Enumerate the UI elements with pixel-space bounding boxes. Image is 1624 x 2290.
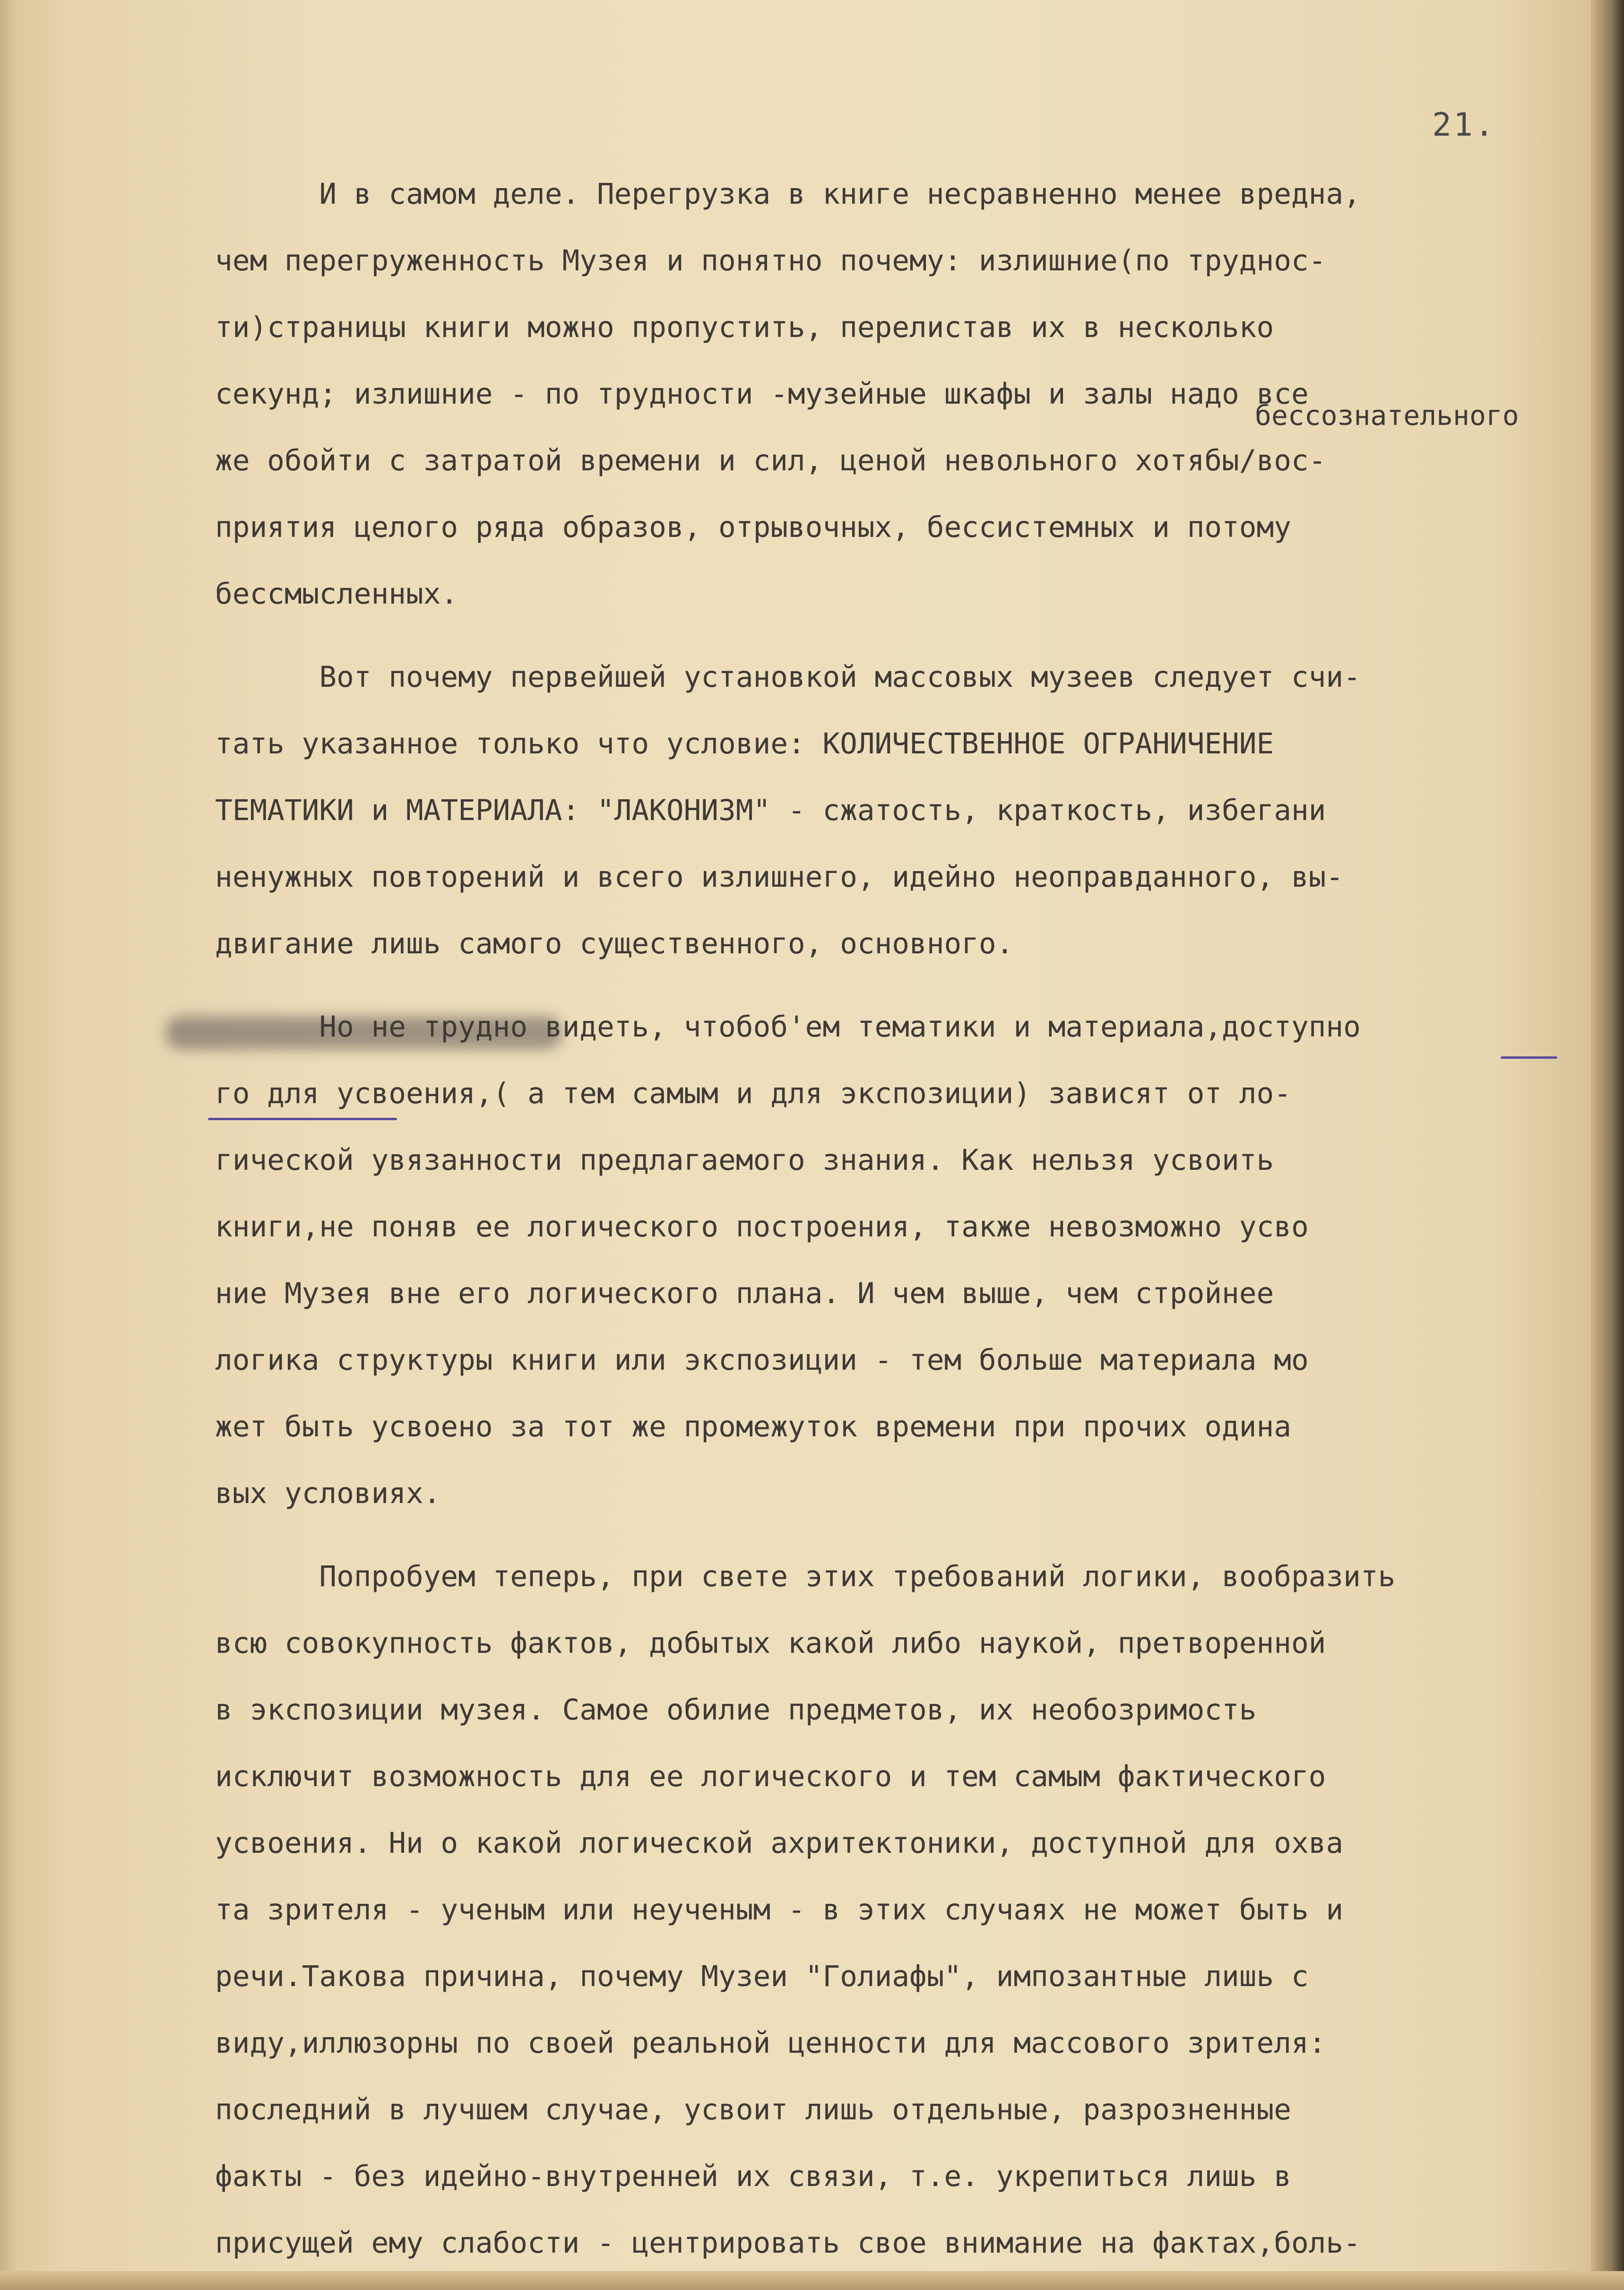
text-line: книги,не поняв ее логического построения, также невозможно усво: [215, 1210, 1309, 1244]
paragraph-gap: [215, 1527, 1586, 1543]
text-line: ние Музея вне его логического плана. И чем выше, чем стройнее: [215, 1277, 1274, 1310]
text-line: речи.Такова причина, почему Музеи "Голиафы", импозантные лишь с: [215, 1960, 1309, 1993]
text-line: последний в лучшем случае, усвоит лишь отдельные, разрозненные: [215, 2093, 1291, 2126]
page-left-edge: [0, 0, 19, 2290]
typewritten-body: [215, 161, 1586, 2276]
text-line: ТЕМАТИКИ и МАТЕРИАЛА: "ЛАКОНИЗМ" - сжатость, краткость, избегани: [215, 794, 1326, 827]
text-line: двигание лишь самого существенного, основного.: [215, 927, 1014, 960]
text-line: в экспозиции музея. Самое обилие предметов, их необозримость: [215, 1693, 1257, 1727]
text-line: Попробуем теперь, при свете этих требований логики, вообразить: [215, 1560, 1396, 1593]
text-line: же обойти с затратой времени и сил, ценой невольного хотябы/вос-: [215, 444, 1326, 477]
text-line: ненужных повторений и всего излишнего, идейно неоправданного, вы-: [215, 860, 1344, 894]
text-line: та зрителя - ученым или неученым - в этих случаях не может быть и: [215, 1893, 1344, 1927]
text-line: тать указанное только что условие: КОЛИЧЕСТВЕННОЕ ОГРАНИЧЕНИЕ: [215, 727, 1274, 760]
text-line: И в самом деле. Перегрузка в книге несравненно менее вредна,: [215, 177, 1361, 211]
text-line: Но не трудно видеть, чтобоб'ем тематики и материала,доступно: [215, 1010, 1361, 1044]
text-line: го для усвоения,( а тем самым и для экспозиции) зависят от ло-: [215, 1077, 1291, 1110]
text-line: вых условиях.: [215, 1477, 441, 1510]
text-line: бессмысленных.: [215, 577, 458, 611]
text-line: жет быть усвоено за тот же промежуток времени при прочих одина: [215, 1410, 1291, 1443]
paragraph-gap: [215, 977, 1586, 994]
text-line: приятия целого ряда образов, отрывочных, бессистемных и потому: [215, 510, 1291, 544]
text-line: исключит возможность для ее логического и тем самым фактического: [215, 1760, 1326, 1793]
text-line: всю совокупность фактов, добытых какой либо наукой, претворенной: [215, 1626, 1326, 1660]
text-line: гической увязанности предлагаемого знания. Как нельзя усвоить: [215, 1143, 1274, 1177]
text-line: ти)страницы книги можно пропустить, перелистав их в несколько: [215, 311, 1274, 344]
text-line: Вот почему первейшей установкой массовых музеев следует счи-: [215, 660, 1361, 694]
paragraph-gap: [215, 627, 1586, 644]
page-number: 21.: [1432, 106, 1496, 144]
text-line: присущей ему слабости - центрировать свое внимание на фактах,боль-: [215, 2226, 1361, 2260]
handwritten-insertion: бессознательного: [1255, 399, 1519, 432]
text-line: чем перегруженность Музея и понятно почему: излишние(по труднос-: [215, 244, 1326, 277]
text-line: факты - без идейно-внутренней их связи, т.е. укрепиться лишь в: [215, 2160, 1291, 2193]
text-line: секунд; излишние - по трудности -музейные шкафы и залы надо все: [215, 377, 1309, 411]
page-right-edge: [1591, 0, 1624, 2290]
text-line: виду,иллюзорны по своей реальной ценности для массового зрителя:: [215, 2026, 1326, 2060]
text-line: усвоения. Ни о какой логической ахритектоники, доступной для охва: [215, 1826, 1344, 1860]
text-line: логика структуры книги или экспозиции - тем больше материала мо: [215, 1343, 1309, 1377]
